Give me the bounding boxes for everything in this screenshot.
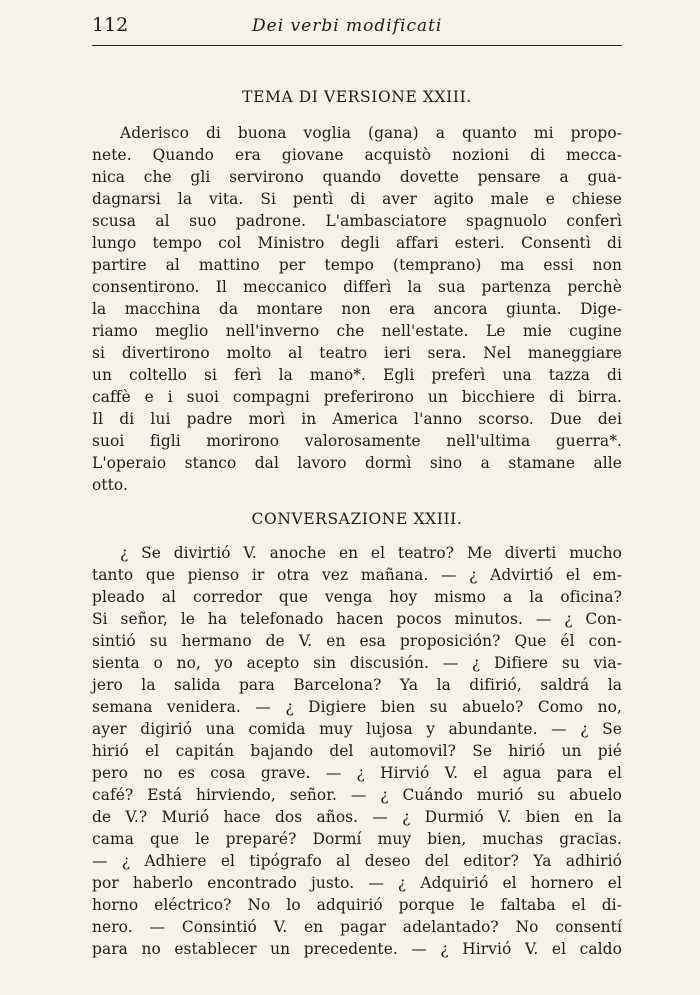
text-line: nero. — Consintió V. en pagar adelantado? No consentí (92, 918, 622, 936)
text-line: sienta o no, yo acepto sin discusión. — ¿ Difiere su via- (92, 654, 622, 672)
text-line: L'operaio stanco dal lavoro dormì sino a stamane alle (92, 454, 622, 472)
text-line: nica che gli servirono quando dovette pensare a gua- (92, 168, 622, 186)
text-line: hirió el capitán bajando del automovil? Se hirió un pié (92, 742, 622, 760)
text-line: para no establecer un precedente. — ¿ Hirvió V. el caldo (92, 940, 622, 958)
text-line: lungo tempo col Ministro degli affari esteri. Consentì di (92, 234, 622, 252)
page-number: 112 (92, 14, 129, 36)
text-line: por haberlo encontrado justo. — ¿ Adquirió el hornero el (92, 874, 622, 892)
text-line: ¿ Se divirtió V. anoche en el teatro? Me diverti mucho (120, 544, 622, 562)
text-line: la macchina da montare non era ancora giunta. Dige- (92, 300, 622, 318)
text-line: caffè e i suoi compagni preferirono un bicchiere di birra. (92, 388, 622, 406)
text-line: partire al mattino per tempo (temprano) ma essi non (92, 256, 622, 274)
section-title-conversazione: CONVERSAZIONE XXIII. (251, 510, 463, 528)
conversazione-paragraph (92, 542, 622, 960)
text-line: dagnarsi la vita. Si pentì di aver agito male e chiese (92, 190, 622, 208)
text-line: de V.? Murió hace dos años. — ¿ Durmió V. bien en la (92, 808, 622, 826)
text-line: Aderisco di buona voglia (gana) a quanto mi propo- (120, 124, 622, 142)
text-line: riamo meglio nell'inverno che nell'estate. Le mie cugine (92, 322, 622, 340)
text-line: jero la salida para Barcelona? Ya la difirió, saldrá la (92, 676, 622, 694)
page-header (92, 14, 622, 46)
running-title: Dei verbi modificati (252, 16, 443, 36)
text-line: consentirono. Il meccanico differì la sua partenza perchè (92, 278, 622, 296)
book-page (92, 14, 622, 960)
text-line: horno eléctrico? No lo adquirió porque le faltaba el di- (92, 896, 622, 914)
text-line: — ¿ Adhiere el tipógrafo al deseo del editor? Ya adhirió (92, 852, 622, 870)
text-line: un coltello si ferì la mano*. Egli preferì una tazza di (92, 366, 622, 384)
text-line: si divertirono molto al teatro ieri sera. Nel maneggiare (92, 344, 622, 362)
text-line: ayer digirió una comida muy lujosa y abundante. — ¿ Se (92, 720, 622, 738)
text-line: scusa al suo padrone. L'ambasciatore spagnuolo conferì (92, 212, 622, 230)
text-line: Il di lui padre morì in America l'anno scorso. Due dei (92, 410, 622, 428)
tema-paragraph (92, 122, 622, 496)
text-line: tanto que pienso ir otra vez mañana. — ¿ Advirtió el em- (92, 566, 622, 584)
text-line: sintió su hermano de V. en esa proposición? Que él con- (92, 632, 622, 650)
text-line: cama que le preparé? Dormí muy bien, muchas gracias. (92, 830, 622, 848)
text-line: Si señor, le ha telefonado hacen pocos minutos. — ¿ Con- (92, 610, 622, 628)
text-line: suoi figli morirono valorosamente nell'ultima guerra*. (92, 432, 622, 450)
text-line: semana venidera. — ¿ Digiere bien su abuelo? Como no, (92, 698, 622, 716)
text-line: nete. Quando era giovane acquistò nozioni di mecca- (92, 146, 622, 164)
text-line: pleado al corredor que venga hoy mismo a la oficina? (92, 588, 622, 606)
text-line: otto. (92, 476, 129, 494)
section-title-tema: TEMA DI VERSIONE XXIII. (242, 88, 472, 106)
text-line: café? Está hirviendo, señor. — ¿ Cuándo murió su abuelo (92, 786, 622, 804)
text-line: pero no es cosa grave. — ¿ Hirvió V. el agua para el (92, 764, 622, 782)
